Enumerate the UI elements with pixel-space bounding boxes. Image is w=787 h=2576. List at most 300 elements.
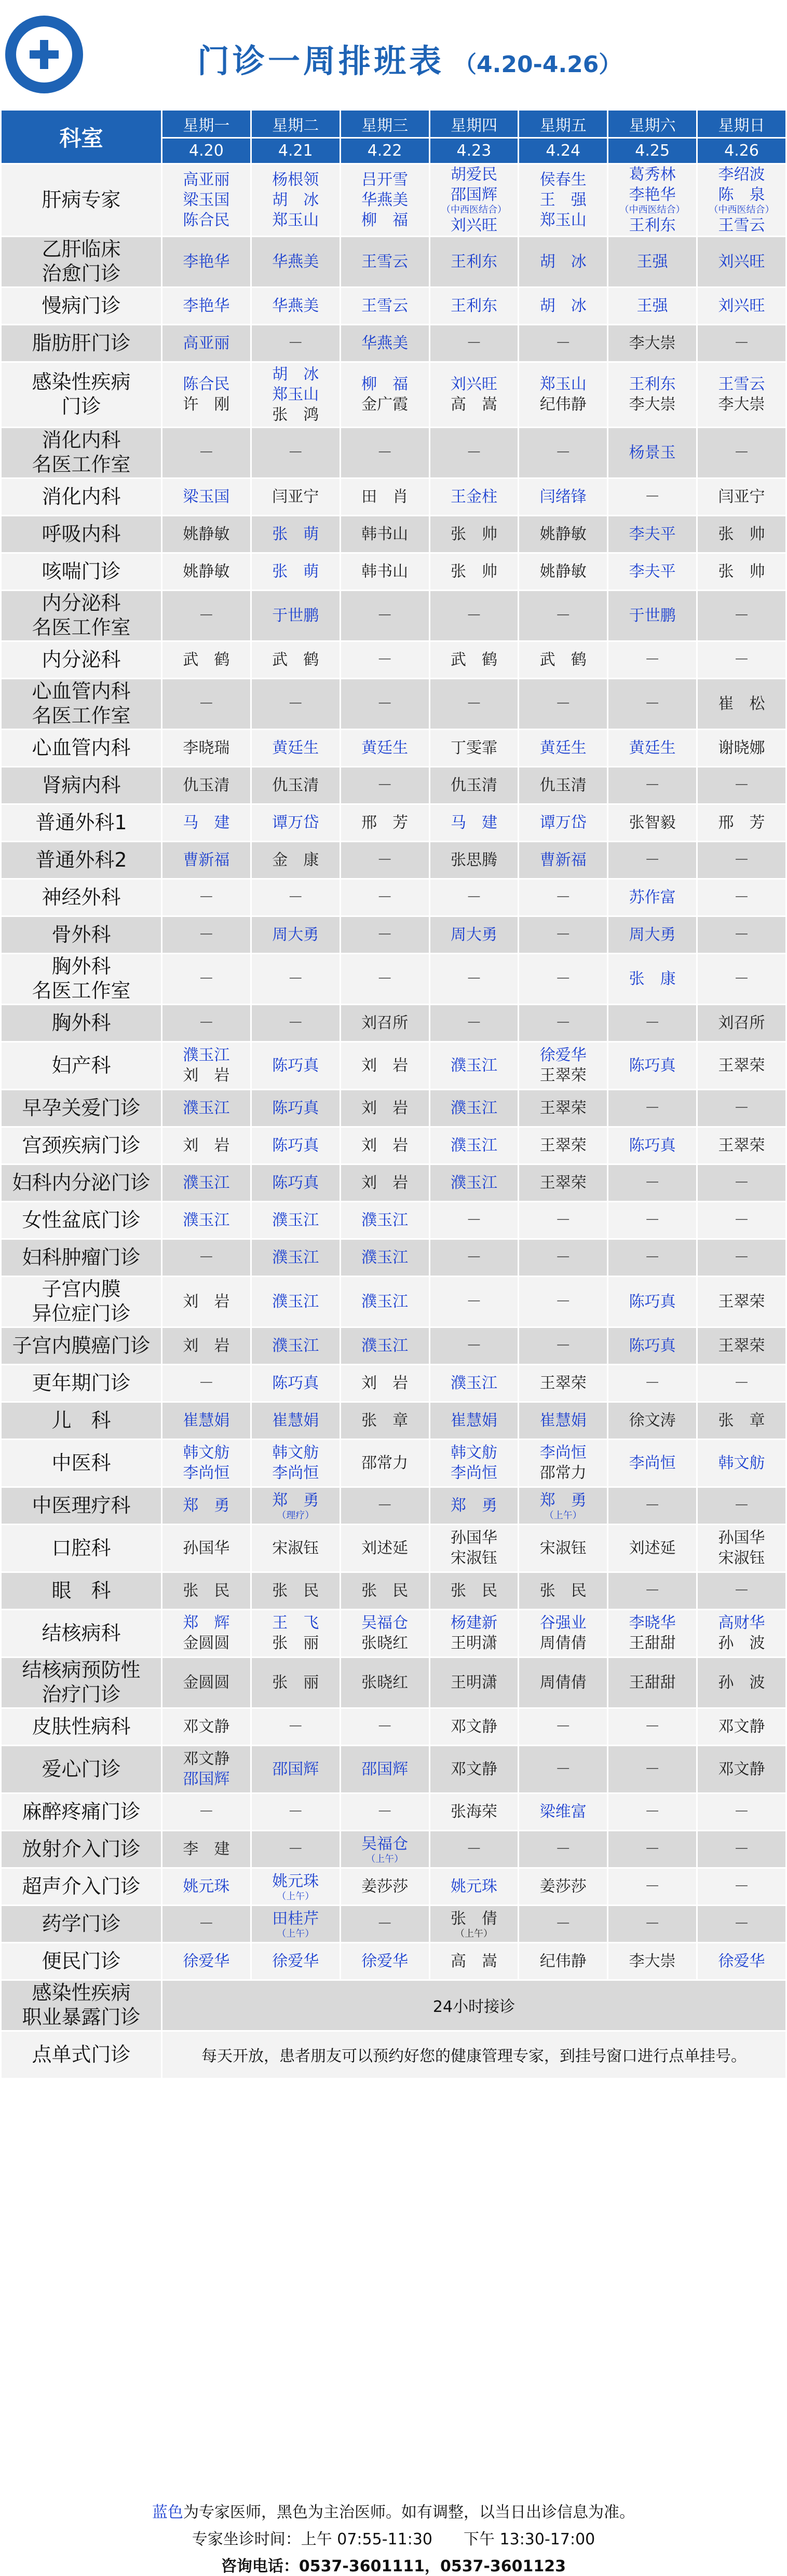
doctor-name: 周倩倩: [539, 1634, 587, 1653]
day-header: 星期日: [697, 110, 786, 138]
doctor-cell: [340, 804, 429, 841]
doctor-name: －: [377, 1914, 393, 1933]
doctor-name: －: [288, 334, 304, 352]
schedule-row: [1, 678, 786, 729]
department-name-line: 爱心门诊: [42, 1757, 121, 1780]
schedule-row: [1, 1364, 786, 1402]
department-name: [1, 1609, 162, 1657]
doctor-cell: [162, 766, 251, 804]
doctor-cell: [429, 362, 519, 427]
doctor-name: 张 倩: [450, 1909, 497, 1928]
doctor-name: 黄廷生: [629, 738, 676, 757]
doctor-name: 王翠荣: [539, 1099, 587, 1117]
doctor-name: 宋淑钰: [539, 1539, 587, 1557]
doctor-name: －: [377, 776, 393, 794]
doctor-cell: [697, 236, 786, 287]
doctor-cell: [697, 1793, 786, 1830]
doctor-name: －: [734, 1211, 750, 1229]
doctor-name: 崔慧娟: [450, 1411, 497, 1430]
department-name-line: 女性盆底门诊: [22, 1208, 141, 1231]
doctor-name: －: [466, 1840, 482, 1858]
department-name: [1, 1524, 162, 1572]
doctor-cell: [519, 1572, 608, 1609]
doctor-name: 邓文静: [183, 1717, 230, 1736]
department-name-line: 子宫内膜癌门诊: [12, 1334, 151, 1357]
department-name: [1, 1042, 162, 1089]
doctor-cell: [251, 590, 340, 641]
doctor-cell: [519, 641, 608, 678]
doctor-name: 韩书山: [361, 525, 409, 543]
doctor-cell: [429, 766, 519, 804]
doctor-name: －: [644, 1717, 660, 1736]
doctor-name: －: [734, 1248, 750, 1267]
doctor-cell: [162, 1042, 251, 1089]
doctor-name: －: [644, 1914, 660, 1933]
doctor-name: 郑玉山: [539, 375, 587, 394]
department-name-line: 皮肤性病科: [32, 1715, 131, 1738]
department-name: [1, 1276, 162, 1327]
doctor-name: －: [555, 1211, 571, 1229]
doctor-name: 濮玉江: [450, 1099, 497, 1117]
doctor-cell: [697, 916, 786, 953]
department-name-line: 普通外科2: [35, 848, 127, 871]
doctor-name: 高 嵩: [450, 395, 497, 414]
doctor-name: 李 建: [183, 1840, 230, 1858]
doctor-name: 张 丽: [272, 1634, 319, 1653]
doctor-cell: [697, 1089, 786, 1127]
department-name-line: 肝病专家: [42, 188, 121, 211]
department-name: [1, 515, 162, 553]
doctor-name: －: [734, 650, 750, 669]
doctor-cell: [429, 953, 519, 1004]
doctor-name: 王明潇: [450, 1634, 497, 1653]
doctor-cell: [251, 1487, 340, 1524]
doctor-name: 韩文舫: [183, 1444, 230, 1462]
doctor-cell: [340, 1793, 429, 1830]
doctor-name: 金广霞: [361, 395, 409, 414]
doctor-cell: [162, 1127, 251, 1164]
department-name: [1, 590, 162, 641]
doctor-name: 曹新福: [183, 851, 230, 869]
department-name: [1, 729, 162, 766]
doctor-cell: [251, 766, 340, 804]
doctor-name: －: [198, 606, 214, 625]
doctor-name: 徐爱华: [183, 1952, 230, 1970]
doctor-cell: [340, 236, 429, 287]
doctor-note: （上午）: [544, 1510, 582, 1521]
doctor-cell: [519, 1942, 608, 1980]
doctor-name: 李大崇: [718, 395, 765, 414]
department-name: [1, 1793, 162, 1830]
doctor-cell: [340, 1042, 429, 1089]
doctor-cell: [519, 427, 608, 478]
doctor-name: 徐文涛: [629, 1411, 676, 1430]
department-name-line: 内分泌科: [42, 591, 121, 614]
doctor-name: 王 飞: [272, 1614, 319, 1633]
doctor-cell: [162, 236, 251, 287]
doctor-name: 吴福仓: [361, 1834, 409, 1853]
doctor-name: －: [734, 1374, 750, 1392]
doctor-note: （中西医结合）: [709, 204, 775, 215]
doctor-name: －: [377, 969, 393, 988]
doctor-cell: [697, 729, 786, 766]
doctor-cell: [162, 1657, 251, 1708]
schedule-row: [1, 1276, 786, 1327]
doctor-name: 刘 岩: [361, 1374, 409, 1392]
doctor-name: 黄廷生: [272, 738, 319, 757]
schedule-row: [1, 1201, 786, 1239]
doctor-cell: [162, 1708, 251, 1745]
doctor-name: 胡爱民: [450, 166, 497, 184]
date-header: 4.23: [429, 138, 519, 164]
contact-phone: 咨询电话：0537-3601111，0537-3601123: [221, 2557, 566, 2575]
doctor-cell: [162, 1201, 251, 1239]
doctor-cell: [429, 1487, 519, 1524]
doctor-name: 王翠荣: [718, 1056, 765, 1075]
schedule-row: [1, 590, 786, 641]
schedule-row: [1, 515, 786, 553]
doctor-cell: [697, 1127, 786, 1164]
doctor-cell: [697, 1327, 786, 1364]
doctor-name: －: [555, 334, 571, 352]
doctor-name: 濮玉江: [361, 1211, 409, 1229]
doctor-cell: [251, 1239, 340, 1276]
department-name-line: 治愈门诊: [42, 262, 121, 285]
doctor-cell: [608, 729, 697, 766]
doctor-cell: [519, 1657, 608, 1708]
schedule-row: [1, 1657, 786, 1708]
doctor-cell: [340, 1572, 429, 1609]
doctor-name: －: [377, 443, 393, 462]
doctor-cell: [429, 324, 519, 362]
doctor-name: －: [555, 1840, 571, 1858]
doctor-cell: [251, 1402, 340, 1439]
department-name: [1, 362, 162, 427]
department-name-line: 儿 科: [51, 1408, 111, 1432]
doctor-name: 刘 岩: [361, 1136, 409, 1155]
doctor-name: 刘 岩: [361, 1099, 409, 1117]
doctor-name: －: [198, 694, 214, 713]
schedule-row: [1, 478, 786, 515]
doctor-name: 苏作富: [629, 888, 676, 907]
doctor-name: 仇玉清: [539, 776, 587, 794]
doctor-name: 张 民: [183, 1581, 230, 1600]
department-name: [1, 916, 162, 953]
doctor-name: 姚静敏: [183, 562, 230, 581]
doctor-cell: [608, 287, 697, 324]
doctor-cell: [340, 515, 429, 553]
doctor-cell: [340, 1745, 429, 1793]
doctor-cell: [251, 1793, 340, 1830]
doctor-cell: [697, 1905, 786, 1942]
doctor-name: 刘 岩: [361, 1056, 409, 1075]
department-name: [1, 1745, 162, 1793]
doctor-cell: [697, 362, 786, 427]
doctor-name: －: [466, 443, 482, 462]
doctor-note: （上午）: [455, 1928, 493, 1939]
department-name-line: 心血管内科: [32, 736, 131, 759]
doctor-cell: [162, 1868, 251, 1905]
schedule-row: [1, 236, 786, 287]
department-name-line: 肾病内科: [42, 773, 121, 797]
doctor-name: 华燕美: [272, 252, 319, 271]
doctor-name: 徐爱华: [361, 1952, 409, 1970]
doctor-name: 李大崇: [629, 1952, 676, 1970]
doctor-name: －: [198, 1802, 214, 1821]
department-name-line: 咳喘门诊: [42, 559, 121, 583]
doctor-cell: [340, 678, 429, 729]
doctor-cell: [162, 1942, 251, 1980]
schedule-row: [1, 729, 786, 766]
doctor-cell: [340, 324, 429, 362]
doctor-name: 仇玉清: [272, 776, 319, 794]
doctor-cell: [251, 1905, 340, 1942]
page-title-group: [197, 35, 621, 81]
doctor-name: 武 鹤: [272, 650, 319, 669]
doctor-name: －: [377, 650, 393, 669]
doctor-cell: [608, 916, 697, 953]
doctor-cell: [608, 1402, 697, 1439]
doctor-cell: [162, 1364, 251, 1402]
doctor-name: －: [466, 1248, 482, 1267]
doctor-cell: [429, 478, 519, 515]
doctor-name: 李艳华: [183, 252, 230, 271]
department-name-line: 脂肪肝门诊: [32, 331, 131, 354]
doctor-cell: [519, 164, 608, 237]
doctor-name: 宋淑钰: [272, 1539, 319, 1557]
schedule-row: [1, 1572, 786, 1609]
doctor-name: 王利东: [450, 252, 497, 271]
doctor-name: 梁维富: [539, 1802, 587, 1821]
doctor-cell: [519, 1609, 608, 1657]
doctor-name: 黄廷生: [361, 738, 409, 757]
doctor-cell: [251, 236, 340, 287]
doctor-cell: [340, 729, 429, 766]
legend-rest: 为专家医师，黑色为主治医师。如有调整，以当日出诊信息为准。: [183, 2503, 635, 2522]
doctor-name: 濮玉江: [361, 1292, 409, 1311]
doctor-name: －: [198, 925, 214, 944]
doctor-name: 王利东: [450, 296, 497, 315]
doctor-cell: [429, 515, 519, 553]
department-name-line: 消化内科: [42, 428, 121, 451]
doctor-cell: [519, 1127, 608, 1164]
doctor-name: 刘 岩: [361, 1173, 409, 1192]
schedule-row: [1, 953, 786, 1004]
doctor-name: 陈巧真: [629, 1292, 676, 1311]
doctor-cell: [429, 1657, 519, 1708]
doctor-cell: [519, 1905, 608, 1942]
doctor-cell: [697, 1364, 786, 1402]
doctor-cell: [251, 1089, 340, 1127]
doctor-name: 杨景玉: [629, 443, 676, 462]
doctor-name: 李夫平: [629, 525, 676, 543]
doctor-cell: [519, 553, 608, 590]
day-header: 星期六: [608, 110, 697, 138]
doctor-name: 柳 福: [361, 211, 409, 229]
doctor-name: 王翠荣: [718, 1336, 765, 1355]
doctor-cell: [608, 1830, 697, 1868]
doctor-cell: [519, 916, 608, 953]
schedule-table: [0, 109, 787, 2079]
doctor-name: 张海荣: [450, 1802, 497, 1821]
schedule-row: [1, 1524, 786, 1572]
department-name-line: 子宫内膜: [42, 1277, 121, 1300]
schedule-row: [1, 287, 786, 324]
doctor-cell: [162, 1327, 251, 1364]
doctor-name: 吴福仓: [361, 1614, 409, 1633]
schedule-row: [1, 641, 786, 678]
day-header: 星期二: [251, 110, 340, 138]
doctor-cell: [340, 1402, 429, 1439]
doctor-cell: [519, 766, 608, 804]
doctor-cell: [697, 1830, 786, 1868]
doctor-name: 张 民: [539, 1581, 587, 1600]
doctor-name: －: [734, 1099, 750, 1117]
doctor-cell: [162, 1572, 251, 1609]
doctor-name: 刘 岩: [183, 1136, 230, 1155]
doctor-name: －: [555, 1013, 571, 1032]
doctor-name: 李大崇: [629, 334, 676, 352]
doctor-cell: [519, 1364, 608, 1402]
doctor-cell: [340, 1657, 429, 1708]
doctor-name: 谷强业: [539, 1614, 587, 1633]
doctor-name: 丁雯霏: [450, 738, 497, 757]
doctor-name: －: [555, 969, 571, 988]
schedule-row: [1, 879, 786, 916]
doctor-name: －: [555, 925, 571, 944]
doctor-name: 王甜甜: [629, 1634, 676, 1653]
doctor-cell: [608, 1524, 697, 1572]
doctor-cell: [162, 1793, 251, 1830]
date-header: 4.20: [162, 138, 251, 164]
department-name-line: 乙肝临床: [42, 237, 121, 261]
doctor-cell: [429, 1708, 519, 1745]
doctor-name: －: [555, 606, 571, 625]
doctor-cell: [429, 1164, 519, 1201]
doctor-name: 刘召所: [718, 1013, 765, 1032]
department-name-line: 慢病门诊: [42, 294, 121, 317]
doctor-cell: [340, 427, 429, 478]
doctor-name: 胡 冰: [539, 252, 587, 271]
doctor-name: －: [734, 334, 750, 352]
doctor-cell: [697, 1708, 786, 1745]
department-name-line: 更年期门诊: [32, 1371, 131, 1394]
doctor-cell: [519, 1042, 608, 1089]
department-name: [1, 287, 162, 324]
doctor-name: 陈巧真: [272, 1136, 319, 1155]
legend-blue-word: 蓝色: [152, 2503, 183, 2522]
doctor-name: 陈合民: [183, 375, 230, 394]
doctor-cell: [697, 804, 786, 841]
doctor-cell: [697, 1042, 786, 1089]
clinic-hours: 专家坐诊时间：上午 07:55-11:30 下午 13:30-17:00: [192, 2530, 595, 2548]
doctor-name: －: [377, 925, 393, 944]
doctor-name: 濮玉江: [272, 1336, 319, 1355]
doctor-cell: [519, 841, 608, 879]
doctor-name: －: [466, 969, 482, 988]
doctor-cell: [162, 590, 251, 641]
doctor-cell: [608, 1364, 697, 1402]
doctor-name: 崔慧娟: [539, 1411, 587, 1430]
department-name-line: 胸外科: [51, 954, 111, 978]
doctor-name: 濮玉江: [450, 1374, 497, 1392]
doctor-cell: [162, 1402, 251, 1439]
department-name: [1, 1657, 162, 1708]
doctor-name: 郑玉山: [272, 211, 319, 229]
doctor-cell: [162, 1830, 251, 1868]
doctor-cell: [429, 1276, 519, 1327]
doctor-name: 邵国辉: [450, 186, 497, 204]
day-header: 星期五: [519, 110, 608, 138]
doctor-cell: [608, 590, 697, 641]
schedule-row: [1, 804, 786, 841]
doctor-name: 王雪云: [361, 296, 409, 315]
doctor-name: 王翠荣: [539, 1066, 587, 1085]
department-name-line: 神经外科: [42, 885, 121, 909]
doctor-cell: [697, 1524, 786, 1572]
doctor-name: －: [644, 1581, 660, 1600]
date-header: 4.21: [251, 138, 340, 164]
doctor-cell: [608, 478, 697, 515]
doctor-name: －: [198, 969, 214, 988]
doctor-cell: [608, 362, 697, 427]
doctor-cell: [429, 427, 519, 478]
doctor-name: 邓文静: [450, 1717, 497, 1736]
doctor-cell: [519, 1830, 608, 1868]
doctor-name: 田 肖: [361, 487, 409, 506]
department-name-line: 放射介入门诊: [22, 1837, 141, 1860]
doctor-name: －: [555, 888, 571, 907]
doctor-name: 郑 勇: [450, 1496, 497, 1515]
doctor-note: （上午）: [277, 1928, 315, 1939]
schedule-row: [1, 553, 786, 590]
department-name-line: 名医工作室: [32, 704, 131, 728]
doctor-cell: [697, 841, 786, 879]
doctor-cell: [519, 362, 608, 427]
doctor-name: 濮玉江: [272, 1248, 319, 1267]
doctor-cell: [340, 553, 429, 590]
doctor-cell: [340, 641, 429, 678]
doctor-name: －: [288, 1840, 304, 1858]
doctor-name: 高亚丽: [183, 170, 230, 189]
doctor-cell: [519, 879, 608, 916]
doctor-name: 韩文舫: [450, 1444, 497, 1462]
doctor-name: 濮玉江: [183, 1211, 230, 1229]
doctor-name: 张 鸿: [272, 405, 319, 424]
doctor-cell: [340, 287, 429, 324]
doctor-cell: [519, 1524, 608, 1572]
doctor-name: －: [555, 1914, 571, 1933]
doctor-cell: [429, 1572, 519, 1609]
department-name: [1, 1089, 162, 1127]
department-name: [1, 804, 162, 841]
doctor-cell: [251, 1572, 340, 1609]
doctor-name: －: [466, 1336, 482, 1355]
doctor-cell: [251, 1327, 340, 1364]
doctor-name: －: [644, 776, 660, 794]
doctor-cell: [251, 362, 340, 427]
doctor-cell: [340, 1868, 429, 1905]
legend-note: [0, 2499, 787, 2522]
doctor-cell: [340, 1164, 429, 1201]
doctor-name: 李艳华: [629, 186, 676, 204]
schedule-row: [1, 1164, 786, 1201]
department-name-line: 名医工作室: [32, 979, 131, 1003]
doctor-name: －: [466, 888, 482, 907]
doctor-cell: [697, 1004, 786, 1042]
doctor-name: 张 帅: [718, 562, 765, 581]
doctor-cell: [429, 1830, 519, 1868]
